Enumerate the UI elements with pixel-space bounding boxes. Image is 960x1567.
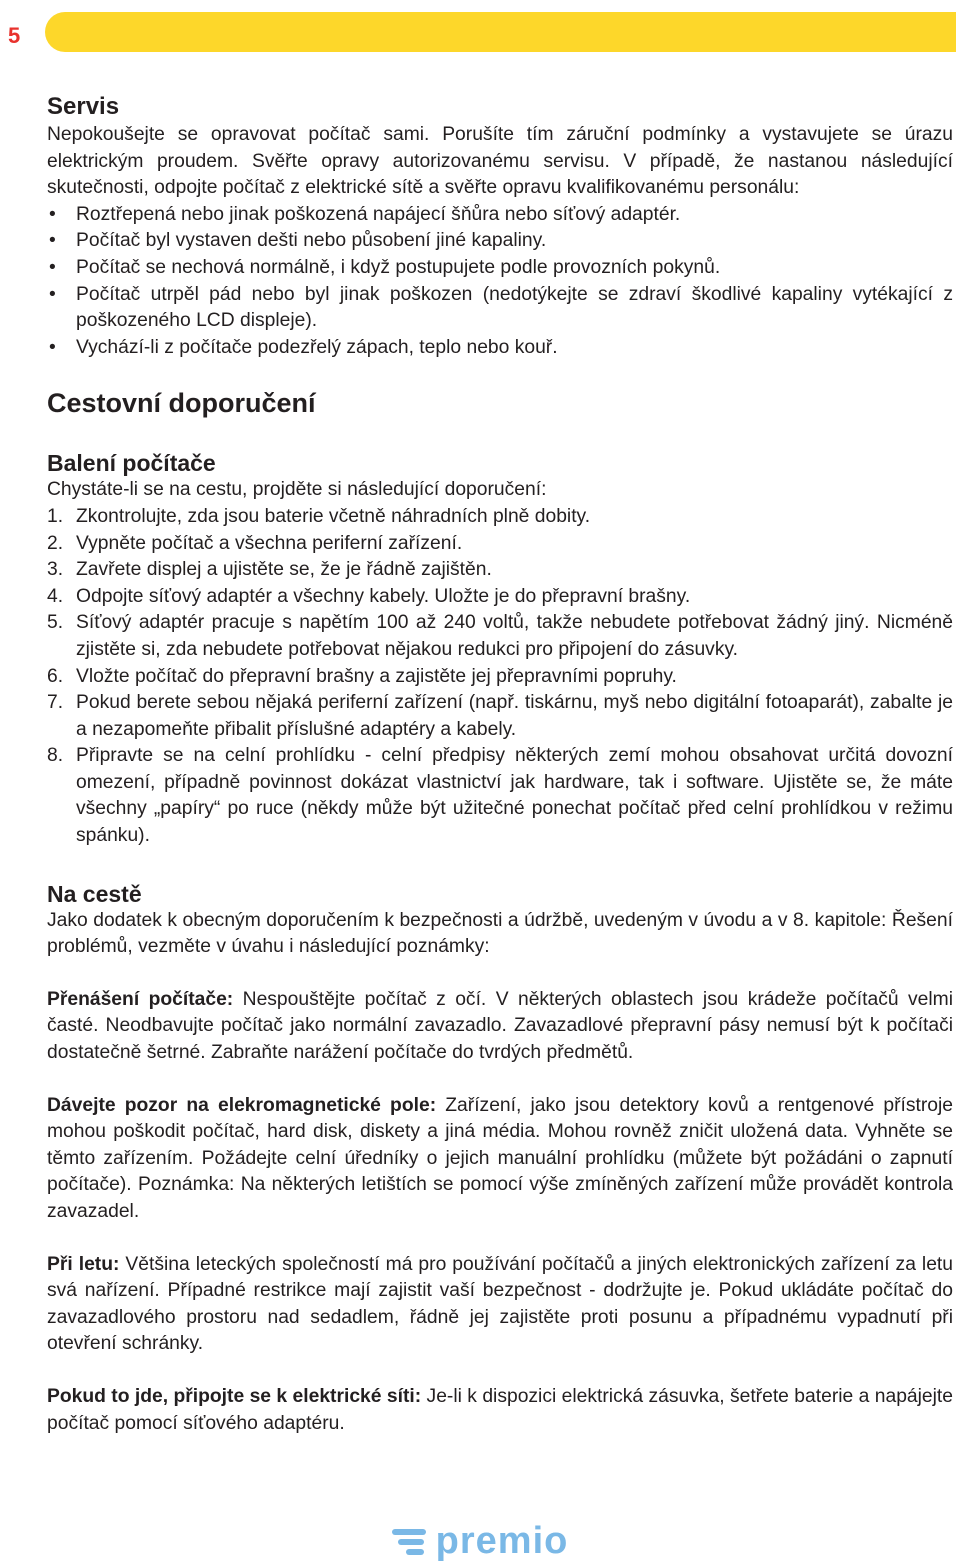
section-title-servis: Servis <box>47 93 120 120</box>
baleni-intro: Chystáte-li se na cestu, projděte si následující doporučení: <box>47 479 547 501</box>
list-item: 3. Zavřete displej a ujistěte se, že je řádně zajištěn. <box>47 559 492 581</box>
list-item: 6. Vložte počítač do přepravní brašny a zajistěte jej přepravními popruhy. <box>47 665 677 687</box>
paragraph-prenaseni: Přenášení počítače: Nespouštějte počítač z očí. V některých oblastech jsou krádeže počítačů velmi časté. Neodbavujte počítač jako normální zavazadlo. Zavazadlové přepravní pásy nemusí být k počítači dostatečně šetrné. Zabraňte narážení počítače do tvrdých předmětů. <box>47 988 953 1064</box>
servis-intro: Nepokoušejte se opravovat počítač sami. Porušíte tím záruční podmínky a vystavujete se úrazu elektrickým proudem. Svěřte opravy autorizovanému servisu. V případě, že nastanou následující skutečnosti, odpojte počítač z elektrické sítě a svěřte opravu kvalifikovanému personálu: <box>47 124 953 199</box>
list-item: 2. Vypněte počítač a všechna periferní zařízení. <box>47 532 463 554</box>
page-content <box>47 92 953 1437</box>
list-item: 1. Zkontrolujte, zda jsou baterie včetně náhradních plně dobity. <box>47 505 591 527</box>
list-item: 7. Pokud berete sebou nějaká periferní zařízení (např. tiskárnu, myš nebo digitální fotoaparát), zabalte je a nezapomeňte přibalit příslušné adaptéry a kabely. <box>47 692 953 740</box>
paragraph-lead: Pokud to jde, připojte se k elektrické síti: <box>47 1385 422 1407</box>
list-item: • Počítač se nechová normálně, i když postupujete podle provozních pokynů. <box>47 255 953 282</box>
list-item: 4. Odpojte síťový adaptér a všechny kabely. Uložte je do přepravní brašny. <box>47 585 691 607</box>
servis-bullet-list <box>47 202 953 362</box>
section-title-na-ceste: Na cestě <box>47 880 142 907</box>
bullet-icon: • <box>49 203 56 225</box>
paragraph-lead: Přenášení počítače: <box>47 988 234 1010</box>
bullet-icon: • <box>49 336 56 358</box>
list-item: • Počítač byl vystaven dešti nebo působení jiné kapaliny. <box>47 228 953 255</box>
list-item: 5. Síťový adaptér pracuje s napětím 100 až 240 voltů, takže nebudete potřebovat žádný jiný. Nicméně zjistěte si, zda nebudete potřebovat nějakou redukci pro připojení do zásuvky. <box>47 612 953 660</box>
baleni-steps-list <box>47 504 953 850</box>
paragraph-pri-letu: Při letu: Většina leteckých společností má pro používání počítačů a jiných elektronických zařízení za letu svá nařízení. Případné restrikce mají zajistit vaší bezpečnost - dodržujte je. Pokud ukládáte počítač do zavazadlového prostoru nad sedadlem, řádně jej zajistěte proti posunu a případnému vypadnutí při otevření schránky. <box>47 1253 953 1355</box>
list-item: 8. Připravte se na celní prohlídku - celní předpisy některých zemí mohou obsahovat určitá dovozní omezení, případně povinnost dokázat vlastnictví jak hardware, tak i software. Ujistěte se, že máte všechny „papíry“ po ruce (někdy může být užitečné ponechat počítač před celní prohlídkou v režimu spánku). <box>47 745 953 847</box>
na-ceste-intro: Jako dodatek k obecným doporučením k bezpečnosti a údržbě, uvedeným v úvodu a v 8. kapitole: Řešení problémů, vezměte v úvahu i následující poznámky: <box>47 909 953 958</box>
header-accent-bar <box>45 12 956 52</box>
paragraph-lead: Dávejte pozor na elekromagnetické pole: <box>47 1094 437 1116</box>
paragraph-lead: Při letu: <box>47 1253 120 1275</box>
paragraph-elektricka-sit: Pokud to jde, připojte se k elektrické síti: Je-li k dispozici elektrická zásuvka, šetřete baterie a napájejte počítač pomocí síťového adaptéru. <box>47 1385 954 1434</box>
chapter-title: Cestovní doporučení <box>47 388 316 419</box>
footer <box>0 1520 960 1564</box>
list-item: • Počítač utrpěl pád nebo byl jinak poškozen (nedotýkejte se zdraví škodlivé kapaliny vytékající z poškozeného LCD displeje). <box>49 283 953 332</box>
bullet-icon: • <box>49 283 56 305</box>
list-item: • Vychází-li z počítače podezřelý zápach, teplo nebo kouř. <box>47 335 953 362</box>
bullet-icon: • <box>49 256 56 278</box>
page-number: 5 <box>8 23 21 48</box>
list-item: • Roztřepená nebo jinak poškozená napájecí šňůra nebo síťový adaptér. <box>47 202 953 229</box>
speed-lines-icon <box>392 1525 430 1559</box>
logo-text: premio <box>435 1520 569 1562</box>
bullet-icon: • <box>49 230 56 252</box>
section-title-baleni: Balení počítače <box>47 450 216 477</box>
premio-logo <box>392 1520 569 1563</box>
paragraph-elektromagneticke-pole: Dávejte pozor na elekromagnetické pole: Zařízení, jako jsou detektory kovů a rentgenové přístroje mohou poškodit počítač, hard disk, diskety a jiná média. Mohou rovněž zničit uložená data. Vyhněte se těmto zařízením. Požádejte celní úředníky o jejich manuální prohlídku (můžete být požádáni o zapnutí počítače). Poznámka: Na některých letištích se pomocí výše zmíněných zařízení může provádět kontrola zavazadel. <box>47 1094 953 1222</box>
page-header <box>0 8 960 54</box>
